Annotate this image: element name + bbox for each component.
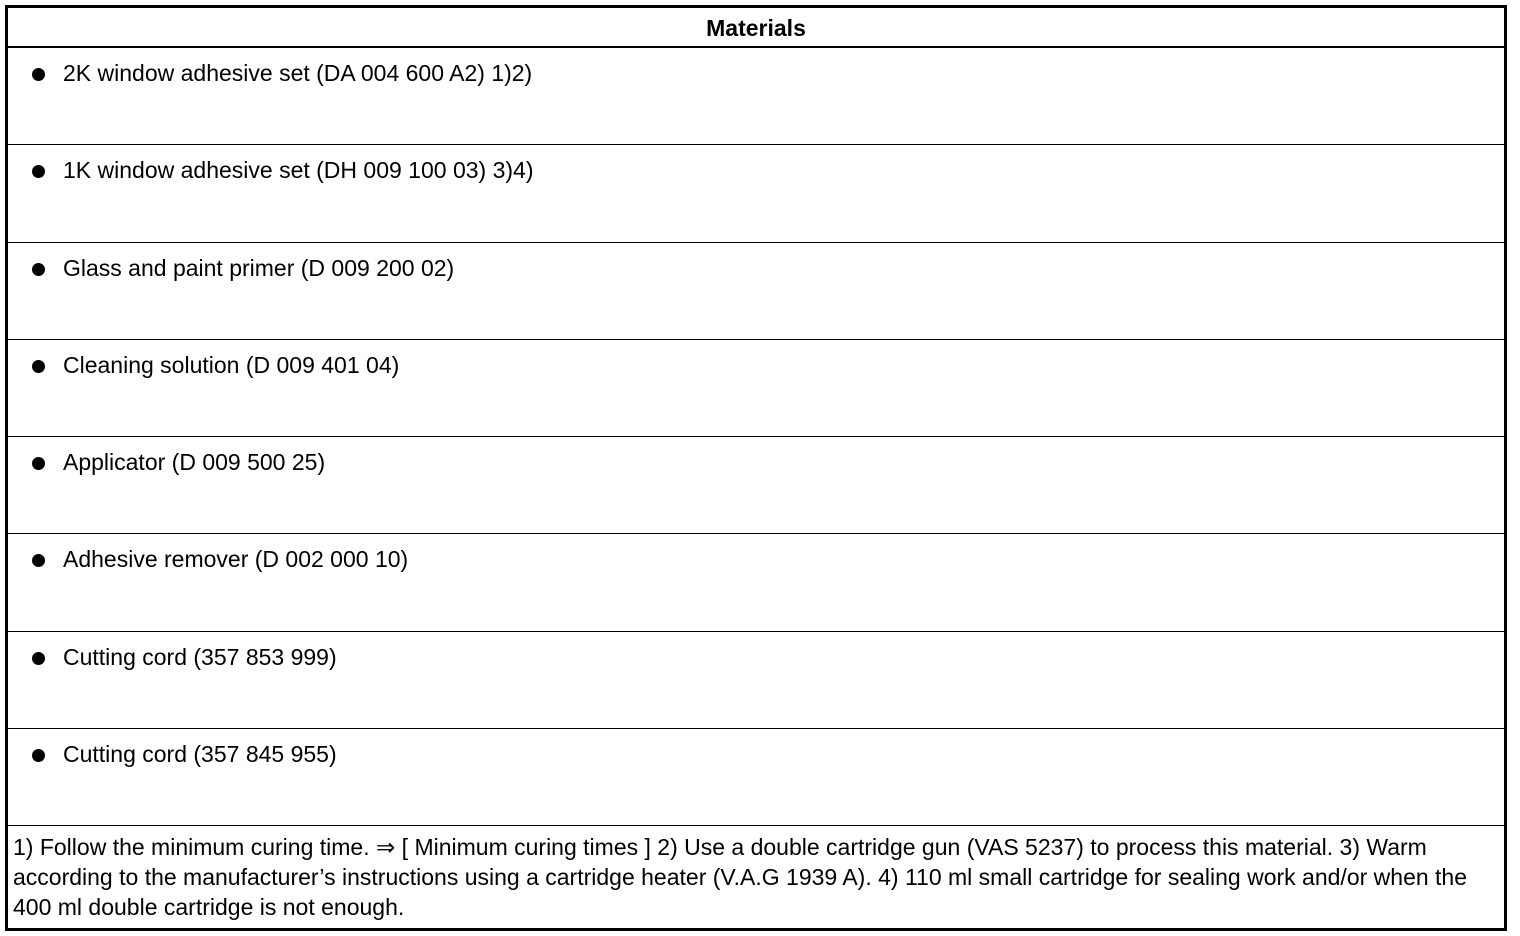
list-item — [8, 48, 1504, 145]
materials-list — [8, 48, 1504, 826]
list-item — [8, 534, 1504, 631]
link-text: [ Minimum curing times ] — [395, 834, 651, 861]
bullet-dot-icon — [32, 360, 45, 373]
minimum-curing-times-link[interactable] — [376, 834, 651, 860]
footnote-text: 1) Follow the minimum curing time. — [13, 834, 376, 861]
table-header: Materials — [8, 8, 1504, 48]
list-item-label: Cutting cord (357 853 999) — [63, 643, 337, 670]
list-item-label: Cleaning solution (D 009 401 04) — [63, 351, 400, 378]
list-item-label: Glass and paint primer (D 009 200 02) — [63, 254, 455, 281]
list-item — [8, 729, 1504, 826]
list-item-label: Cutting cord (357 845 955) — [63, 741, 337, 768]
bullet-dot-icon — [32, 652, 45, 665]
list-item-label: 2K window adhesive set (DA 004 600 A2) 1)2) — [63, 60, 533, 86]
materials-table — [5, 5, 1507, 931]
list-item — [8, 437, 1504, 534]
footnote-text-continued: 2) Use a double cartridge gun (VAS 5237) to process this material. 3) Warm according to the manufacturer’s instructions using a cartridge heater (V.A.G 1939 A). 4) 110 ml small cartridge for sealing work and/or when the 400 ml double cartridge is not enough. — [13, 834, 1468, 921]
bullet-dot-icon — [32, 749, 45, 762]
bullet-dot-icon — [32, 165, 45, 178]
bullet-dot-icon — [32, 457, 45, 470]
link-arrow-icon: ⇒ — [376, 834, 396, 861]
list-item-label: Adhesive remover (D 002 000 10) — [63, 546, 409, 573]
footnote — [8, 826, 1504, 928]
list-item — [8, 632, 1504, 729]
list-item-label: Applicator (D 009 500 25) — [63, 449, 326, 476]
list-item — [8, 243, 1504, 340]
list-item — [8, 145, 1504, 242]
bullet-dot-icon — [32, 68, 45, 81]
bullet-dot-icon — [32, 554, 45, 567]
bullet-dot-icon — [32, 263, 45, 276]
list-item-label: 1K window adhesive set (DH 009 100 03) 3)4) — [63, 157, 534, 184]
list-item — [8, 340, 1504, 437]
